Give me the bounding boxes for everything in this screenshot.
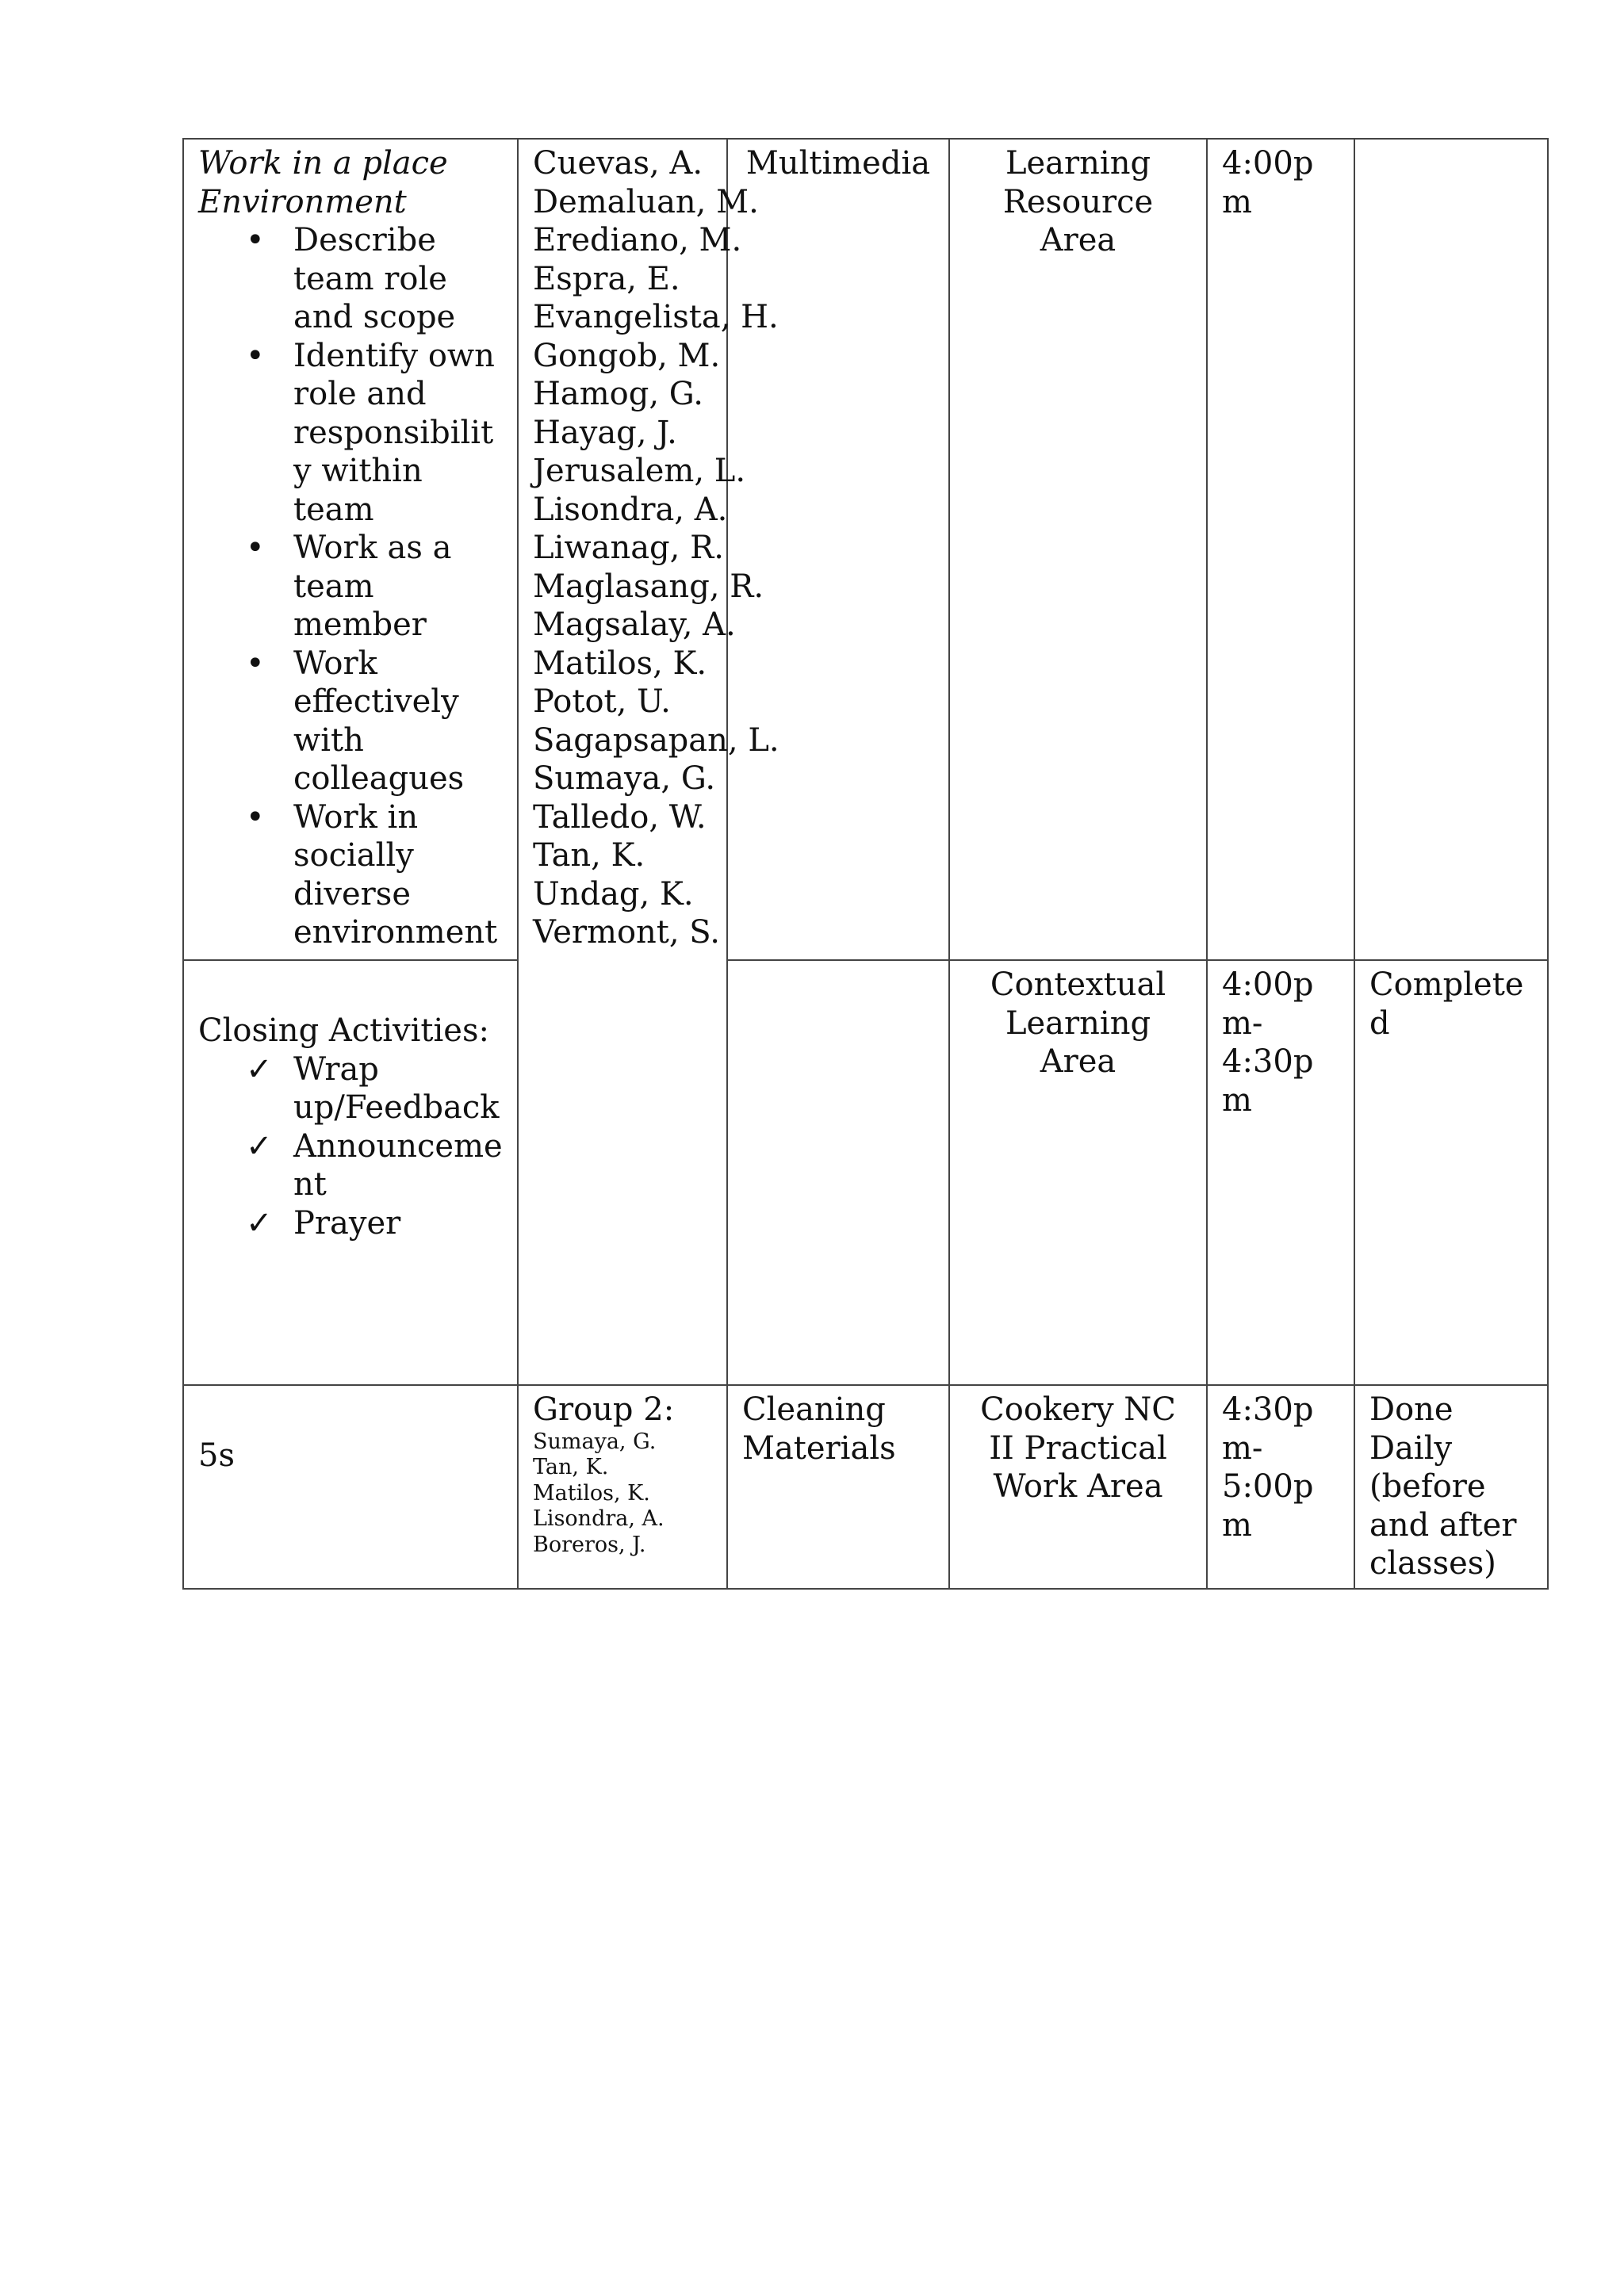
list-item: ✓ Announcement xyxy=(246,1127,503,1203)
participant-name: Tan, K. xyxy=(533,1455,609,1479)
checkmark-icon: ✓ xyxy=(246,1204,273,1242)
time-cell: 4:30pm-5:00pm xyxy=(1207,1385,1354,1589)
participant-name: Undag, K. xyxy=(533,875,694,913)
participant-name: Sumaya, G. xyxy=(533,760,716,797)
participant-name: Matilos, K. xyxy=(533,645,707,682)
participant-name: Hamog, G. xyxy=(533,376,704,412)
participant-name: Sagapsapan, L. xyxy=(533,721,779,759)
venue-cell: Contextual Learning Area xyxy=(949,960,1207,1385)
list-item: • Work effectively with colleagues xyxy=(246,645,465,797)
list-item: • Describe team role and scope xyxy=(246,222,456,335)
participant-name: Potot, U. xyxy=(533,683,671,720)
participant-name: Demaluan, M. xyxy=(533,183,759,220)
participant-name: Liwanag, R. xyxy=(533,530,724,566)
list-item: • Identify own role and responsibility within team xyxy=(246,337,495,528)
activity-title: Environment xyxy=(198,183,407,220)
time-cell: 4:00pm xyxy=(1207,139,1354,960)
participant-name: Talledo, W. xyxy=(533,798,707,836)
participant-name: Sumaya, G. xyxy=(533,1429,657,1454)
bullet-icon: • xyxy=(246,645,265,682)
remarks-cell: Completed xyxy=(1354,960,1548,1385)
materials-cell xyxy=(727,960,949,1385)
remarks-cell xyxy=(1354,139,1548,960)
participant-name: Hayag, J. xyxy=(533,414,677,451)
venue-cell: Cookery NC II Practical Work Area xyxy=(949,1385,1207,1589)
schedule-table xyxy=(182,138,1549,1590)
checkmark-icon: ✓ xyxy=(246,1127,273,1165)
participant-name: Vermont, S. xyxy=(533,914,720,951)
participant-name: Lisondra, A. xyxy=(533,1506,665,1531)
activity-title: Closing Activities: xyxy=(198,1012,489,1049)
materials-cell: Multimedia xyxy=(727,139,949,960)
activity-cell xyxy=(183,1385,518,1589)
participant-name: Lisondra, A. xyxy=(533,491,728,528)
list-item: ✓ Wrap up/Feedback xyxy=(246,1050,500,1126)
participant-name: Matilos, K. xyxy=(533,1480,650,1506)
participants-cell xyxy=(518,139,779,1385)
participant-name: Boreros, J. xyxy=(533,1532,646,1557)
activity-title: Work in a place xyxy=(198,145,448,182)
participant-name: Cuevas, A. xyxy=(533,145,703,182)
materials-cell: Cleaning Materials xyxy=(727,1385,949,1589)
group-label: Group 2: xyxy=(533,1391,675,1428)
list-item: ✓ Prayer xyxy=(246,1204,401,1242)
activity-cell xyxy=(183,139,518,960)
participant-name: Tan, K. xyxy=(533,837,645,874)
participant-name: Jerusalem, L. xyxy=(533,453,746,489)
table-row xyxy=(183,1385,1548,1589)
bullet-icon: • xyxy=(246,337,265,374)
activity-check-list xyxy=(198,1050,503,1243)
participant-name: Erediano, M. xyxy=(533,222,742,258)
venue-cell: Learning Resource Area xyxy=(949,139,1207,960)
bullet-icon: • xyxy=(246,530,265,566)
list-item: • Work in socially diverse environment xyxy=(246,798,498,951)
participant-name: Magsalay, A. xyxy=(533,607,736,643)
bullet-icon: • xyxy=(246,798,265,836)
participant-name: Maglasang, R. xyxy=(533,568,764,605)
bullet-icon: • xyxy=(246,222,265,258)
activity-cell xyxy=(183,960,518,1385)
table-row xyxy=(183,960,1548,1385)
checkmark-icon: ✓ xyxy=(246,1050,273,1088)
participant-name: Gongob, M. xyxy=(533,337,721,374)
list-item: • Work as a team member xyxy=(246,530,452,643)
time-cell: 4:00pm-4:30pm xyxy=(1207,960,1354,1385)
participant-name: Espra, E. xyxy=(533,260,680,297)
participant-name: Evangelista, H. xyxy=(533,299,779,335)
participants-cell xyxy=(518,1385,727,1589)
remarks-cell: Done Daily (before and after classes) xyxy=(1354,1385,1548,1589)
table-row xyxy=(183,139,1548,960)
activity-title: 5s xyxy=(198,1437,235,1474)
activity-bullet-list xyxy=(198,221,503,952)
